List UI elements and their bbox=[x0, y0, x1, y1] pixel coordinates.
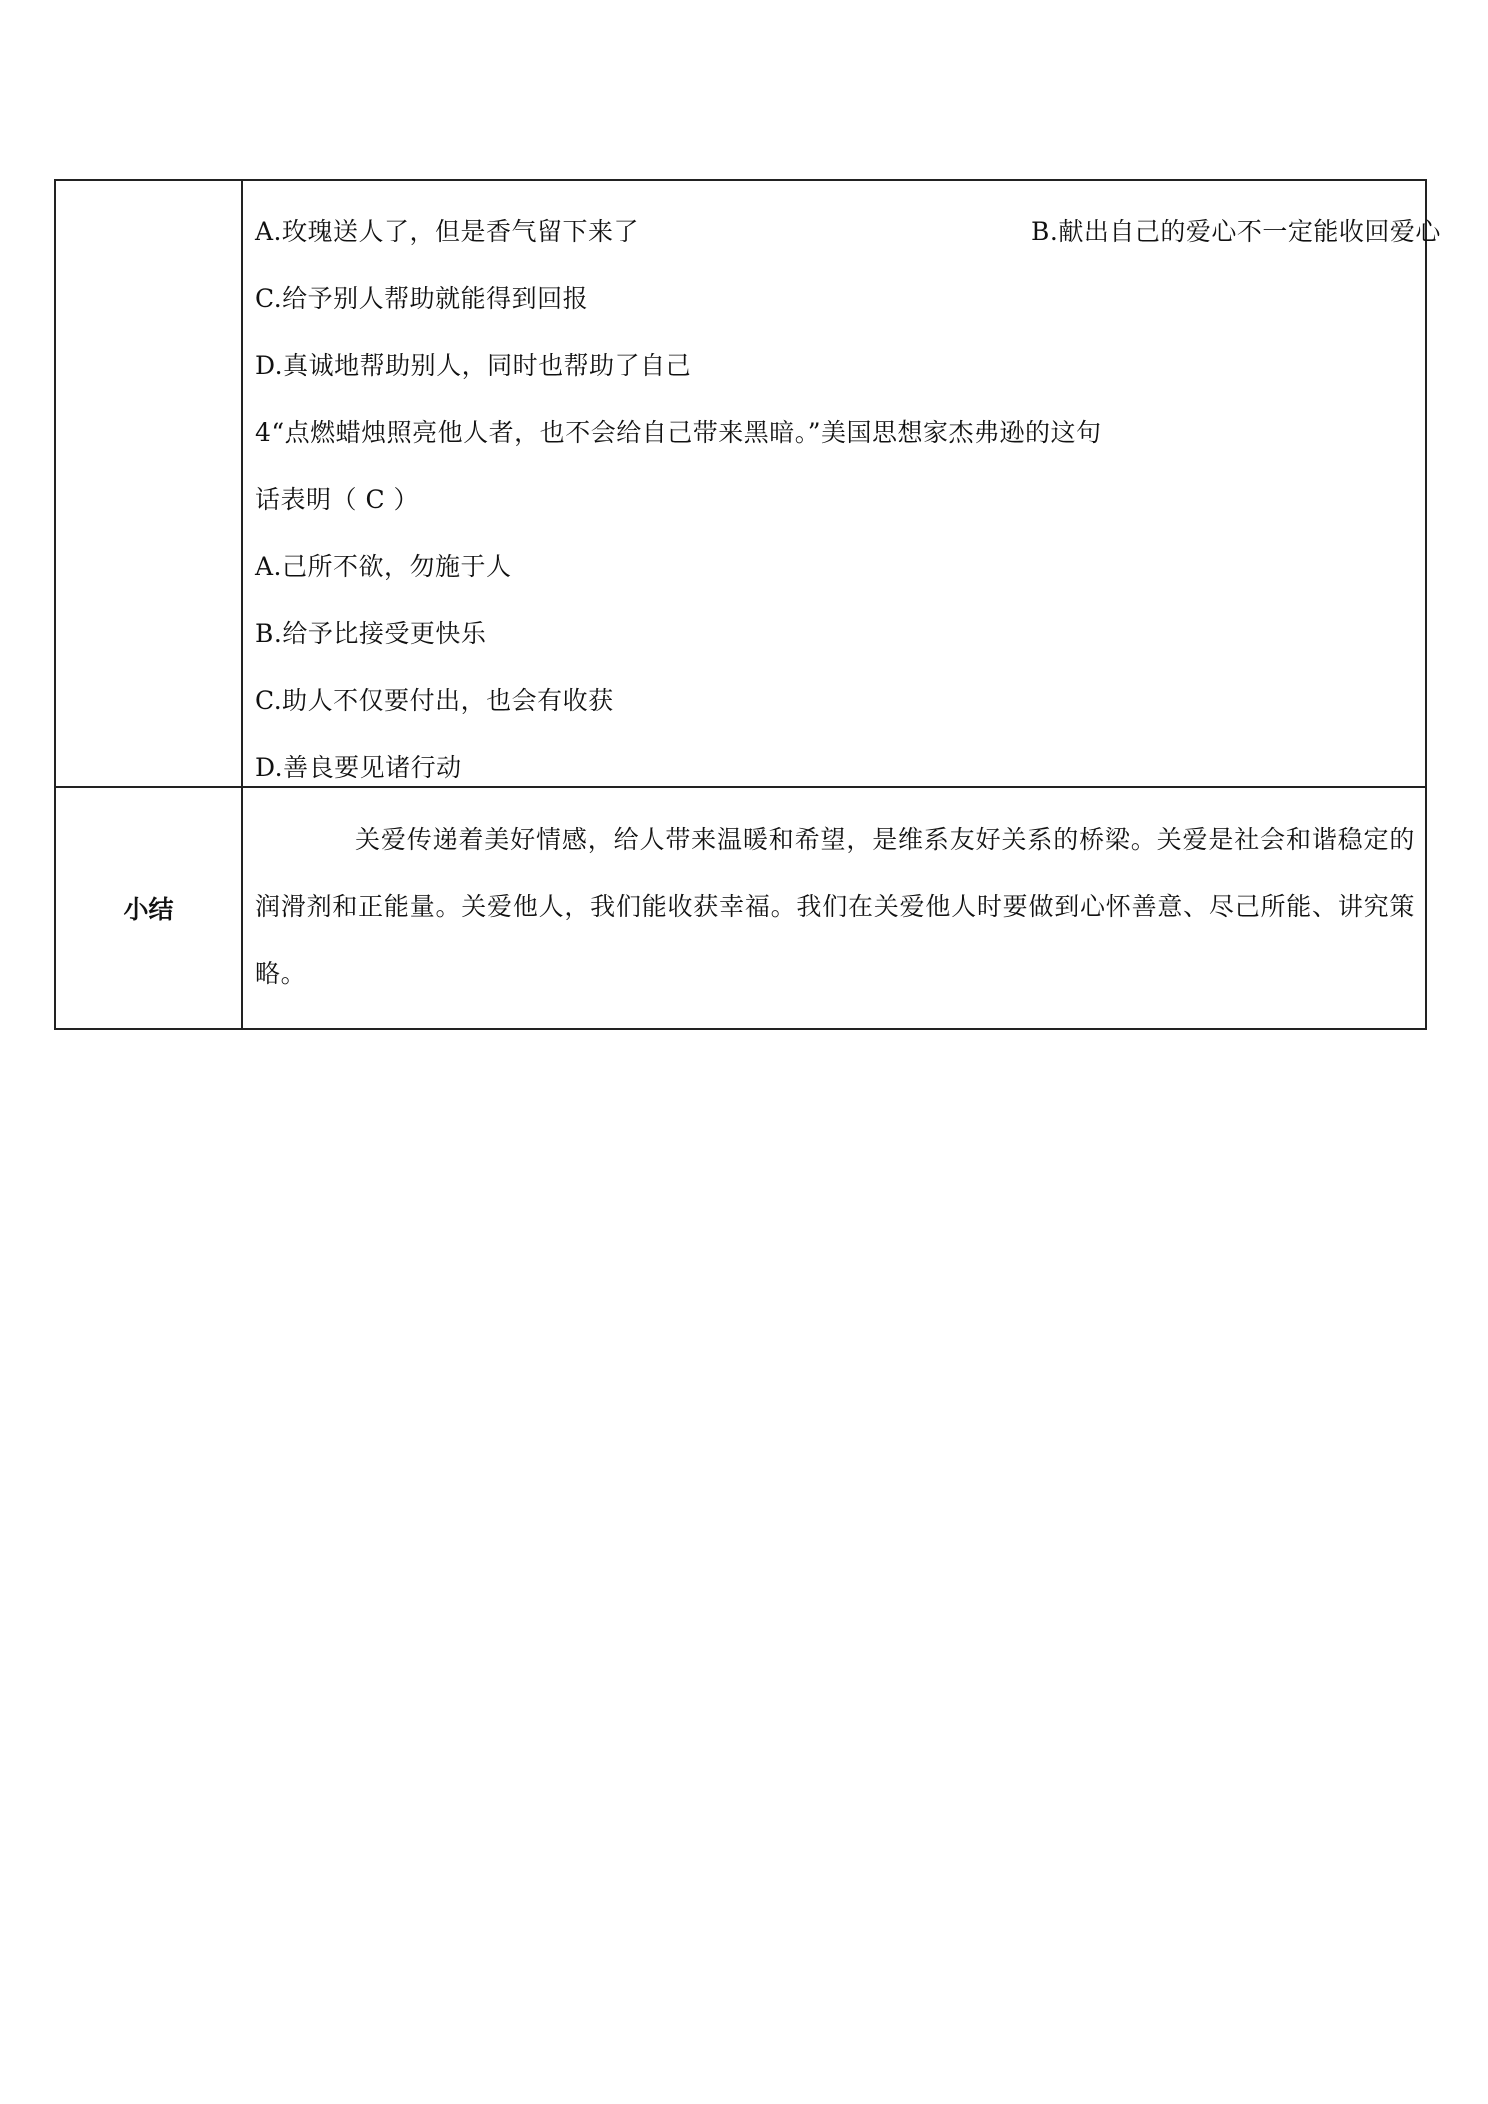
summary-text: 关爱传递着美好情感，给人带来温暖和希望，是维系友好关系的桥梁。关爱是社会和谐稳定的润滑剂和正能量。关爱他人，我们能收获幸福。我们在关爱他人时要做到心怀善意、尽己所能、讲究策略。 bbox=[255, 825, 1415, 988]
lesson-table bbox=[54, 179, 1441, 1030]
q4-stem-line-2: 话表明（ C ） bbox=[255, 485, 420, 514]
q3-option-c: C.给予别人帮助就能得到回报 bbox=[255, 284, 589, 313]
q4-option-b: B.给予比接受更快乐 bbox=[255, 619, 487, 648]
q4-option-c: C.助人不仅要付出，也会有收获 bbox=[255, 686, 614, 715]
exercise-row bbox=[55, 180, 1426, 787]
exercise-label-cell bbox=[55, 180, 242, 787]
question-list bbox=[255, 181, 1441, 786]
q3-options-row bbox=[255, 198, 1441, 265]
summary-label: 小结 bbox=[55, 787, 242, 1029]
q4-option-a: A.己所不欲，勿施于人 bbox=[255, 552, 512, 581]
summary-row bbox=[55, 787, 1426, 1029]
q3-option-d: D.真诚地帮助别人，同时也帮助了自己 bbox=[255, 351, 692, 380]
summary-content-cell bbox=[242, 787, 1426, 1029]
q4-option-d: D.善良要见诸行动 bbox=[255, 753, 462, 782]
q3-option-b: B.献出自己的爱心不一定能收回爱心 bbox=[1031, 217, 1441, 246]
q4-stem-line-1: 4“点燃蜡烛照亮他人者，也不会给自己带来黑暗。”美国思想家杰弗逊的这句 bbox=[255, 418, 1102, 447]
q3-option-a: A.玫瑰送人了，但是香气留下来了 bbox=[255, 217, 640, 246]
exercise-content-cell bbox=[242, 180, 1441, 787]
